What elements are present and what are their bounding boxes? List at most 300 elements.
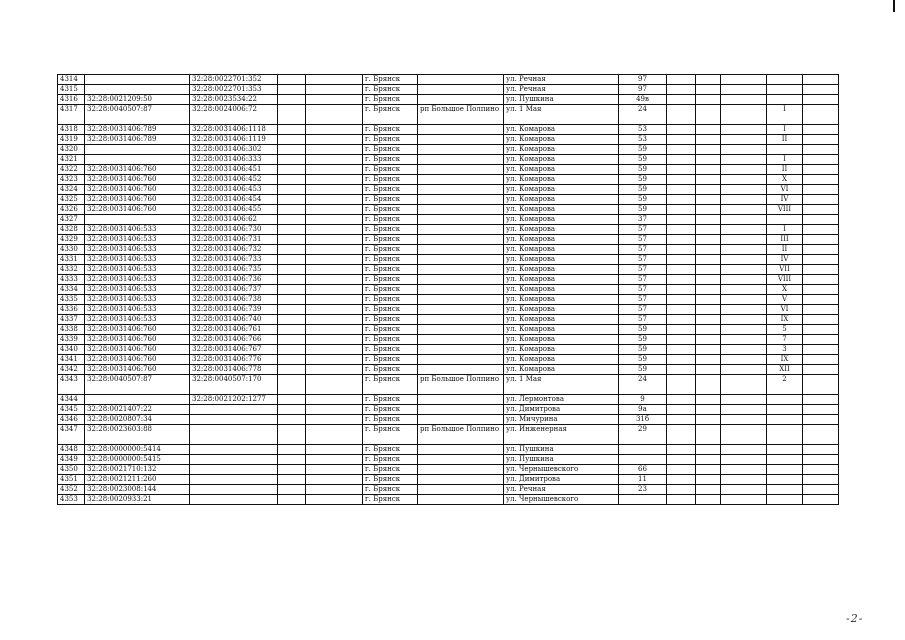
parcel-number-cell: 32:28:0031406:533 [85, 295, 190, 305]
city-cell: г. Брянск [363, 495, 418, 505]
house-number-cell: 59 [619, 205, 667, 215]
street-cell: ул. Комарова [504, 215, 619, 225]
empty-cell [306, 455, 363, 465]
row-number-cell: 4333 [58, 275, 85, 285]
empty-cell [803, 425, 839, 445]
empty-cell [306, 95, 363, 105]
parcel-number-cell [85, 215, 190, 225]
empty-cell [667, 475, 696, 485]
object-number-cell [190, 455, 278, 465]
table-row [58, 145, 839, 155]
empty-cell [696, 75, 721, 85]
empty-cell [803, 455, 839, 465]
room-number-cell: II [767, 165, 803, 175]
object-number-cell: 32:28:0031406:454 [190, 195, 278, 205]
room-number-cell: 5 [767, 325, 803, 335]
settlement-cell [418, 125, 504, 135]
parcel-number-cell [85, 145, 190, 155]
city-cell: г. Брянск [363, 215, 418, 225]
parcel-number-cell: 32:28:0040507:87 [85, 105, 190, 125]
empty-cell [696, 395, 721, 405]
city-cell: г. Брянск [363, 105, 418, 125]
empty-cell [667, 275, 696, 285]
street-cell: ул. Комарова [504, 125, 619, 135]
parcel-number-cell [85, 75, 190, 85]
table-row [58, 165, 839, 175]
city-cell: г. Брянск [363, 345, 418, 355]
empty-cell [278, 215, 306, 225]
empty-cell [696, 315, 721, 325]
house-number-cell: 59 [619, 175, 667, 185]
empty-cell [721, 475, 767, 485]
settlement-cell [418, 185, 504, 195]
table-row [58, 335, 839, 345]
empty-cell [803, 355, 839, 365]
room-number-cell [767, 395, 803, 405]
object-number-cell: 32:28:0031406:738 [190, 295, 278, 305]
house-number-cell: 59 [619, 335, 667, 345]
table-row [58, 125, 839, 135]
row-number-cell: 4351 [58, 475, 85, 485]
house-number-cell: 59 [619, 185, 667, 195]
table-row [58, 315, 839, 325]
table-row [58, 105, 839, 125]
row-number-cell: 4334 [58, 285, 85, 295]
parcel-number-cell: 32:28:0023008:144 [85, 485, 190, 495]
object-number-cell: 32:28:0031406:733 [190, 255, 278, 265]
empty-cell [278, 195, 306, 205]
settlement-cell [418, 445, 504, 455]
row-number-cell: 4350 [58, 465, 85, 475]
empty-cell [696, 195, 721, 205]
street-cell: ул. Комарова [504, 245, 619, 255]
parcel-number-cell: 32:28:0031406:533 [85, 285, 190, 295]
table-row [58, 95, 839, 105]
empty-cell [306, 315, 363, 325]
table-row [58, 325, 839, 335]
row-number-cell: 4345 [58, 405, 85, 415]
street-cell: ул. Чернышевского [504, 495, 619, 505]
empty-cell [667, 395, 696, 405]
room-number-cell: IX [767, 315, 803, 325]
page-number: -2- [846, 612, 864, 625]
empty-cell [278, 305, 306, 315]
empty-cell [696, 185, 721, 195]
parcel-number-cell [85, 85, 190, 95]
city-cell: г. Брянск [363, 405, 418, 415]
settlement-cell [418, 365, 504, 375]
parcel-number-cell: 32:28:0031406:760 [85, 165, 190, 175]
empty-cell [803, 195, 839, 205]
empty-cell [306, 475, 363, 485]
empty-cell [696, 415, 721, 425]
settlement-cell [418, 485, 504, 495]
table-row [58, 85, 839, 95]
empty-cell [278, 445, 306, 455]
parcel-number-cell: 32:28:0000000:5415 [85, 455, 190, 465]
room-number-cell [767, 215, 803, 225]
room-number-cell [767, 95, 803, 105]
empty-cell [721, 425, 767, 445]
parcel-number-cell: 32:28:0031406:760 [85, 355, 190, 365]
street-cell: ул. Комарова [504, 205, 619, 215]
empty-cell [306, 495, 363, 505]
empty-cell [696, 215, 721, 225]
settlement-cell [418, 305, 504, 315]
city-cell: г. Брянск [363, 365, 418, 375]
row-number-cell: 4329 [58, 235, 85, 245]
empty-cell [278, 365, 306, 375]
room-number-cell [767, 445, 803, 455]
settlement-cell [418, 255, 504, 265]
object-number-cell [190, 425, 278, 445]
empty-cell [306, 185, 363, 195]
city-cell: г. Брянск [363, 285, 418, 295]
table-row [58, 295, 839, 305]
house-number-cell: 59 [619, 195, 667, 205]
row-number-cell: 4348 [58, 445, 85, 455]
parcel-number-cell [85, 155, 190, 165]
house-number-cell [619, 455, 667, 465]
street-cell: ул. Комарова [504, 165, 619, 175]
city-cell: г. Брянск [363, 295, 418, 305]
empty-cell [306, 245, 363, 255]
empty-cell [667, 195, 696, 205]
object-number-cell: 32:28:0031406:730 [190, 225, 278, 235]
empty-cell [306, 265, 363, 275]
table-row [58, 155, 839, 165]
empty-cell [278, 325, 306, 335]
row-number-cell: 4316 [58, 95, 85, 105]
city-cell: г. Брянск [363, 445, 418, 455]
row-number-cell: 4317 [58, 105, 85, 125]
empty-cell [803, 415, 839, 425]
row-number-cell: 4349 [58, 455, 85, 465]
object-number-cell: 32:28:0031406:455 [190, 205, 278, 215]
house-number-cell: 57 [619, 295, 667, 305]
empty-cell [306, 345, 363, 355]
empty-cell [278, 155, 306, 165]
city-cell: г. Брянск [363, 245, 418, 255]
empty-cell [696, 105, 721, 125]
object-number-cell: 32:28:0031406:1118 [190, 125, 278, 135]
empty-cell [278, 405, 306, 415]
row-number-cell: 4332 [58, 265, 85, 275]
empty-cell [306, 225, 363, 235]
city-cell: г. Брянск [363, 315, 418, 325]
house-number-cell: 57 [619, 225, 667, 235]
parcel-number-cell: 32:28:0031406:789 [85, 135, 190, 145]
row-number-cell: 4328 [58, 225, 85, 235]
empty-cell [696, 345, 721, 355]
object-number-cell [190, 465, 278, 475]
empty-cell [721, 185, 767, 195]
room-number-cell: 2 [767, 375, 803, 395]
city-cell: г. Брянск [363, 415, 418, 425]
empty-cell [278, 205, 306, 215]
room-number-cell: IX [767, 355, 803, 365]
parcel-number-cell: 32:28:0021407:22 [85, 405, 190, 415]
empty-cell [721, 195, 767, 205]
table-row [58, 185, 839, 195]
empty-cell [721, 265, 767, 275]
empty-cell [696, 95, 721, 105]
settlement-cell [418, 315, 504, 325]
room-number-cell: II [767, 135, 803, 145]
object-number-cell [190, 415, 278, 425]
empty-cell [667, 325, 696, 335]
empty-cell [803, 255, 839, 265]
empty-cell [306, 175, 363, 185]
house-number-cell: 49в [619, 95, 667, 105]
empty-cell [696, 125, 721, 135]
street-cell: ул. Комарова [504, 365, 619, 375]
object-number-cell: 32:28:0024006:72 [190, 105, 278, 125]
room-number-cell [767, 495, 803, 505]
empty-cell [667, 165, 696, 175]
empty-cell [721, 345, 767, 355]
empty-cell [278, 85, 306, 95]
empty-cell [667, 335, 696, 345]
empty-cell [306, 195, 363, 205]
house-number-cell: 57 [619, 255, 667, 265]
table-row [58, 75, 839, 85]
city-cell: г. Брянск [363, 265, 418, 275]
settlement-cell [418, 95, 504, 105]
street-cell: ул. Инженерная [504, 425, 619, 445]
empty-cell [306, 485, 363, 495]
room-number-cell: II [767, 245, 803, 255]
empty-cell [278, 355, 306, 365]
room-number-cell: X [767, 175, 803, 185]
city-cell: г. Брянск [363, 455, 418, 465]
row-number-cell: 4343 [58, 375, 85, 395]
empty-cell [696, 145, 721, 155]
empty-cell [667, 315, 696, 325]
empty-cell [803, 285, 839, 295]
street-cell: ул. Комарова [504, 315, 619, 325]
empty-cell [721, 465, 767, 475]
street-cell: ул. Комарова [504, 275, 619, 285]
empty-cell [696, 485, 721, 495]
parcel-number-cell: 32:28:0021211:260 [85, 475, 190, 485]
house-number-cell: 57 [619, 275, 667, 285]
empty-cell [721, 85, 767, 95]
empty-cell [721, 105, 767, 125]
row-number-cell: 4342 [58, 365, 85, 375]
room-number-cell: X [767, 285, 803, 295]
empty-cell [803, 235, 839, 245]
table-row [58, 255, 839, 265]
house-number-cell: 59 [619, 165, 667, 175]
object-number-cell: 32:28:0031406:333 [190, 155, 278, 165]
parcel-number-cell: 32:28:0020807:34 [85, 415, 190, 425]
parcel-number-cell: 32:28:0021710:132 [85, 465, 190, 475]
empty-cell [667, 455, 696, 465]
empty-cell [696, 305, 721, 315]
house-number-cell: 57 [619, 285, 667, 295]
row-number-cell: 4344 [58, 395, 85, 405]
empty-cell [278, 255, 306, 265]
street-cell: ул. 1 Мая [504, 105, 619, 125]
table-row [58, 265, 839, 275]
empty-cell [803, 445, 839, 455]
street-cell: ул. Комарова [504, 295, 619, 305]
parcel-number-cell: 32:28:0031406:760 [85, 175, 190, 185]
empty-cell [278, 335, 306, 345]
parcel-number-cell: 32:28:0031406:533 [85, 255, 190, 265]
empty-cell [667, 135, 696, 145]
object-number-cell: 32:28:0023534:22 [190, 95, 278, 105]
object-number-cell: 32:28:0031406:740 [190, 315, 278, 325]
street-cell: ул. Комарова [504, 225, 619, 235]
empty-cell [721, 155, 767, 165]
empty-cell [803, 155, 839, 165]
city-cell: г. Брянск [363, 425, 418, 445]
street-cell: ул. Комарова [504, 135, 619, 145]
empty-cell [803, 135, 839, 145]
city-cell: г. Брянск [363, 325, 418, 335]
empty-cell [696, 365, 721, 375]
object-number-cell: 32:28:0031406:776 [190, 355, 278, 365]
empty-cell [306, 155, 363, 165]
parcel-number-cell: 32:28:0031406:533 [85, 235, 190, 245]
empty-cell [721, 365, 767, 375]
parcel-number-cell: 32:28:0031406:760 [85, 365, 190, 375]
table-row [58, 235, 839, 245]
room-number-cell [767, 485, 803, 495]
parcel-number-cell: 32:28:0040507:87 [85, 375, 190, 395]
house-number-cell: 59 [619, 325, 667, 335]
empty-cell [721, 135, 767, 145]
object-number-cell: 32:28:0031406:1119 [190, 135, 278, 145]
empty-cell [721, 295, 767, 305]
empty-cell [721, 95, 767, 105]
parcel-number-cell: 32:28:0031406:533 [85, 225, 190, 235]
house-number-cell: 57 [619, 305, 667, 315]
room-number-cell: I [767, 225, 803, 235]
empty-cell [278, 265, 306, 275]
register-table [57, 74, 839, 505]
empty-cell [803, 395, 839, 405]
empty-cell [696, 235, 721, 245]
settlement-cell [418, 205, 504, 215]
table-row [58, 415, 839, 425]
parcel-number-cell: 32:28:0020933:21 [85, 495, 190, 505]
row-number-cell: 4327 [58, 215, 85, 225]
empty-cell [721, 335, 767, 345]
parcel-number-cell: 32:28:0031406:533 [85, 245, 190, 255]
object-number-cell: 32:28:0040507:170 [190, 375, 278, 395]
empty-cell [667, 345, 696, 355]
parcel-number-cell: 32:28:0031406:533 [85, 315, 190, 325]
row-number-cell: 4340 [58, 345, 85, 355]
street-cell: ул. Комарова [504, 175, 619, 185]
table-row [58, 245, 839, 255]
empty-cell [696, 445, 721, 455]
empty-cell [306, 135, 363, 145]
empty-cell [667, 175, 696, 185]
empty-cell [306, 275, 363, 285]
settlement-cell [418, 215, 504, 225]
empty-cell [278, 485, 306, 495]
city-cell: г. Брянск [363, 185, 418, 195]
room-number-cell [767, 415, 803, 425]
empty-cell [696, 155, 721, 165]
empty-cell [667, 355, 696, 365]
city-cell: г. Брянск [363, 85, 418, 95]
city-cell: г. Брянск [363, 335, 418, 345]
object-number-cell [190, 405, 278, 415]
table-row [58, 275, 839, 285]
empty-cell [696, 335, 721, 345]
street-cell: ул. Чернышевского [504, 465, 619, 475]
empty-cell [803, 315, 839, 325]
empty-cell [803, 305, 839, 315]
empty-cell [667, 85, 696, 95]
empty-cell [306, 445, 363, 455]
house-number-cell: 97 [619, 75, 667, 85]
house-number-cell: 59 [619, 355, 667, 365]
row-number-cell: 4315 [58, 85, 85, 95]
settlement-cell [418, 415, 504, 425]
parcel-number-cell: 32:28:0031406:760 [85, 195, 190, 205]
empty-cell [803, 185, 839, 195]
empty-cell [696, 275, 721, 285]
empty-cell [278, 135, 306, 145]
parcel-number-cell: 32:28:0031406:760 [85, 345, 190, 355]
empty-cell [278, 95, 306, 105]
room-number-cell [767, 405, 803, 415]
empty-cell [278, 345, 306, 355]
table-row [58, 455, 839, 465]
empty-cell [803, 405, 839, 415]
settlement-cell [418, 355, 504, 365]
empty-cell [306, 295, 363, 305]
empty-cell [278, 235, 306, 245]
street-cell: ул. Комарова [504, 255, 619, 265]
house-number-cell: 23 [619, 485, 667, 495]
empty-cell [803, 295, 839, 305]
object-number-cell: 32:28:0031406:735 [190, 265, 278, 275]
empty-cell [721, 495, 767, 505]
empty-cell [306, 405, 363, 415]
street-cell: ул. Речная [504, 75, 619, 85]
room-number-cell: VI [767, 185, 803, 195]
empty-cell [278, 245, 306, 255]
house-number-cell: 29 [619, 425, 667, 445]
object-number-cell: 32:28:0022701:352 [190, 75, 278, 85]
empty-cell [721, 325, 767, 335]
empty-cell [278, 125, 306, 135]
empty-cell [721, 245, 767, 255]
empty-cell [803, 275, 839, 285]
street-cell: ул. Комарова [504, 265, 619, 275]
room-number-cell: I [767, 155, 803, 165]
empty-cell [721, 75, 767, 85]
room-number-cell [767, 425, 803, 445]
empty-cell [696, 245, 721, 255]
room-number-cell: I [767, 125, 803, 135]
empty-cell [278, 475, 306, 485]
empty-cell [667, 305, 696, 315]
empty-cell [306, 305, 363, 315]
row-number-cell: 4324 [58, 185, 85, 195]
house-number-cell: 97 [619, 85, 667, 95]
room-number-cell: I [767, 105, 803, 125]
city-cell: г. Брянск [363, 125, 418, 135]
street-cell: ул. Комарова [504, 325, 619, 335]
